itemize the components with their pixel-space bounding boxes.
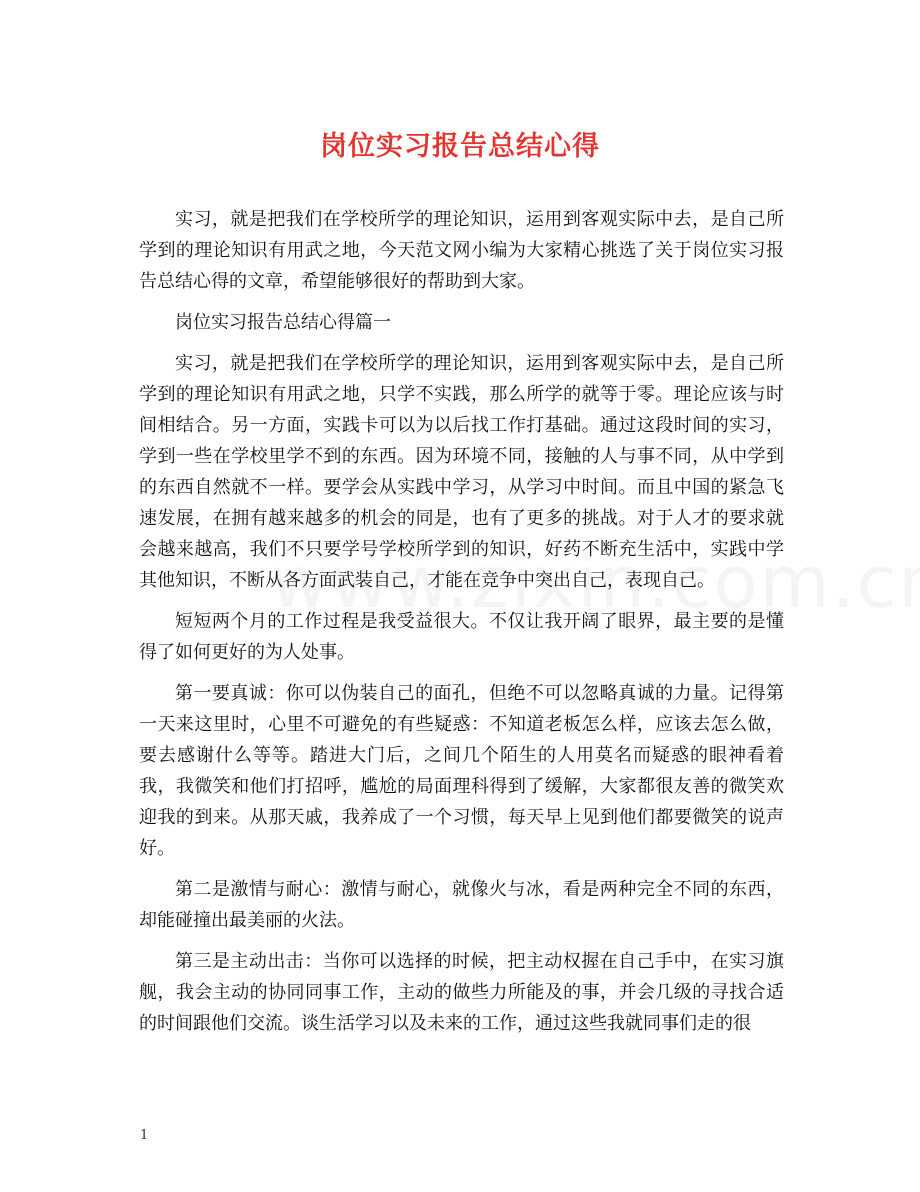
paragraph: 短短两个月的工作过程是我受益很大。不仅让我开阔了眼界，最主要的是懂得了如何更好的为人处事。: [139, 611, 784, 663]
section-heading: 岗位实习报告总结心得篇一: [175, 312, 391, 333]
paragraph: 第三是主动出击：当你可以选择的时候，把主动权握在自己手中，在实习旗舰，我会主动的协同同事工作，主动的做些力所能及的事，并会几级的寻找合适的时间跟他们交流。谈生活学习以及未来的工作，通过这些我就同事们走的很: [139, 951, 784, 1034]
document-title: 岗位实习报告总结心得: [320, 131, 600, 162]
paragraph: 实习，就是把我们在学校所学的理论知识，运用到客观实际中去，是自己所学到的理论知识有用武之地，只学不实践，那么所学的就等于零。理论应该与时间相结合。另一方面，实践卡可以为以后找工作打基础。通过这段时间的实习，学到一些在学校里学不到的东西。因为环境不同，接触的人与事不同，从中学到的东西自然就不一样。要学会从实践中学习，从学习中时间。而且中国的紧急飞速发展，在拥有越来越多的机会的同是，也有了更多的挑战。对于人才的要求就会越来越高，我们不只要学号学校所学到的知识，好药不断充生活中，实践中学其他知识，不断从各方面武装自己，才能在竞争中突出自己，表现自己。: [139, 353, 784, 591]
paragraph-intro: 实习，就是把我们在学校所学的理论知识，运用到客观实际中去，是自己所学到的理论知识有用武之地，今天范文网小编为大家精心挑选了关于岗位实习报告总结心得的文章，希望能够很好的帮助到大家。: [139, 209, 784, 292]
paragraph: 第一要真诚：你可以伪装自己的面孔，但绝不可以忽略真诚的力量。记得第一天来这里时，心里不可避免的有些疑惑：不知道老板怎么样，应该去怎么做，要去感谢什么等等。踏进大门后，之间几个陌生的人用莫名而疑惑的眼神看着我，我微笑和他们打招呼，尴尬的局面理科得到了缓解，大家都很友善的微笑欢迎我的到来。从那天戚，我养成了一个习惯，每天早上见到他们都要微笑的说声好。: [139, 683, 784, 859]
document-body: [139, 204, 784, 1049]
page-number: 1: [140, 1128, 149, 1143]
paragraph: 第二是激情与耐心：激情与耐心，就像火与冰，看是两种完全不同的东西，却能碰撞出最美丽的火法。: [139, 879, 784, 931]
